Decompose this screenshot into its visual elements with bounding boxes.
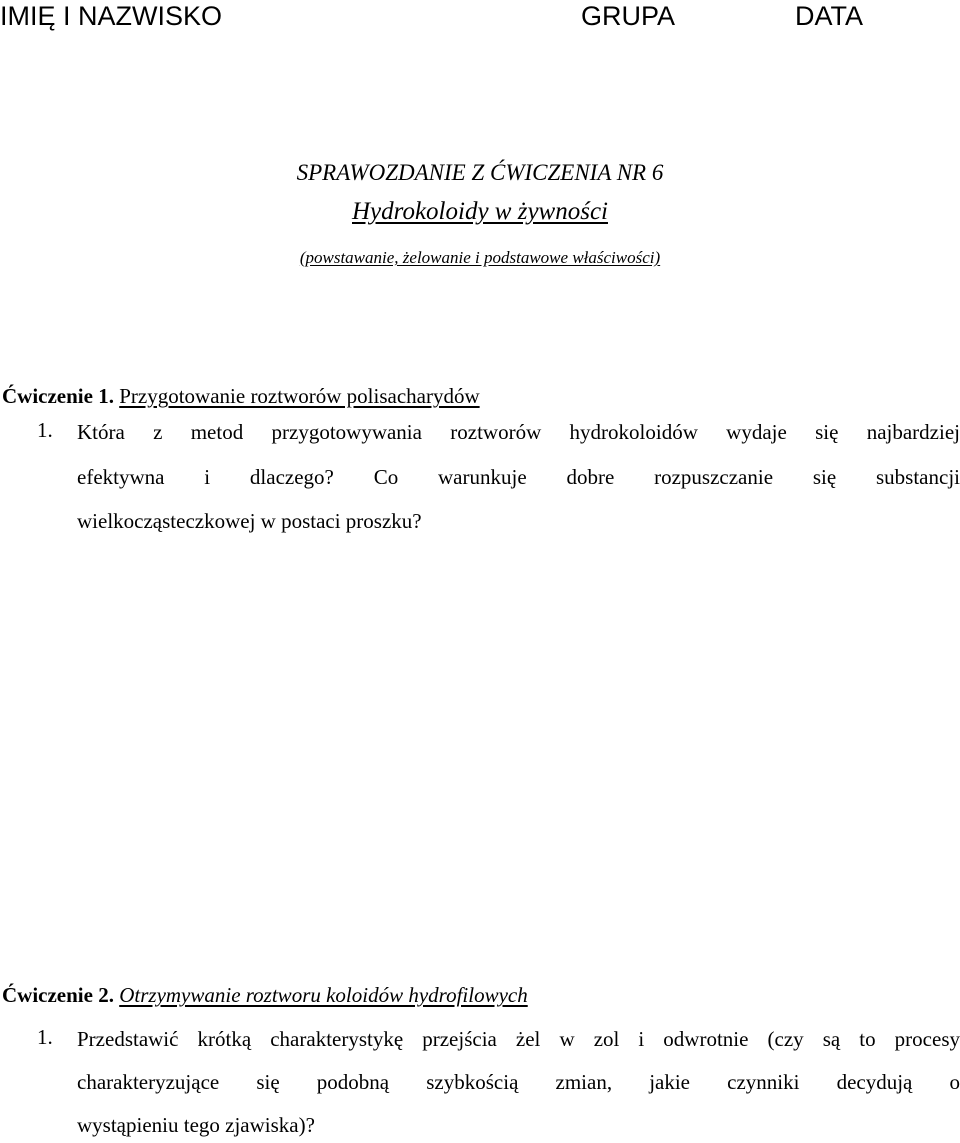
question-line: wystąpieniu tego zjawiska)? [77,1113,315,1137]
report-title: SPRAWOZDANIE Z ĆWICZENIA NR 6 [296,160,664,185]
exercise1-question [0,418,960,538]
question-number: 1. [37,418,53,442]
exercise1-heading [2,382,480,410]
exercise2-question [0,1025,960,1143]
exercise2-heading [2,981,528,1009]
exercise2-label: Ćwiczenie 2. [2,983,114,1007]
group-field-label: GRUPA [581,1,676,31]
question-line: wielkocząsteczkowej w postaci proszku? [77,509,422,533]
exercise1-title: Przygotowanie roztworów polisacharydów [119,384,480,408]
name-field-label: IMIĘ I NAZWISKO [0,1,223,31]
question-line: Która z metod przygotowywania roztworów hydrokoloidów wydaje się najbardziej [77,420,960,444]
question-line: charakteryzujące się podobną szybkością zmian, jakie czynniki decydują o [77,1070,960,1094]
exercise2-title: Otrzymywanie roztworu koloidów hydrofilowych [119,983,528,1007]
question-line: efektywna i dlaczego? Co warunkuje dobre rozpuszczanie się substancji [77,465,960,489]
report-subtitle: Hydrokoloidy w żywności [352,198,608,225]
date-field-label: DATA [795,1,864,31]
question-number: 1. [37,1025,53,1049]
exercise1-label: Ćwiczenie 1. [2,384,114,408]
report-note: (powstawanie, żelowanie i podstawowe właściwości) [299,248,661,267]
question-line: Przedstawić krótką charakterystykę przejścia żel w zol i odwrotnie (czy są to procesy [77,1027,960,1051]
